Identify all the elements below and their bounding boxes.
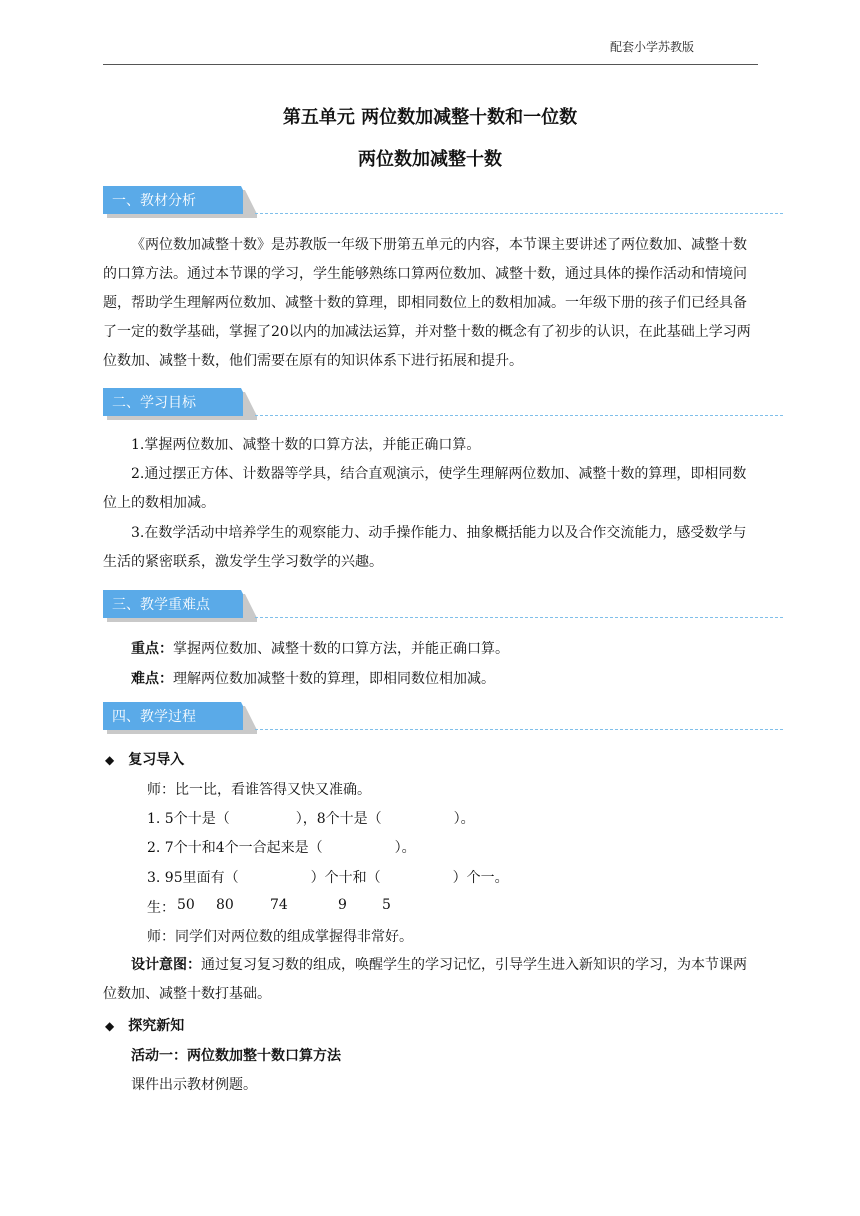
difficulty-text: 理解两位数加减整十数的算理，即相同数位相加减。: [173, 671, 495, 687]
focus-text: 掌握两位数加、减整十数的口算方法，并能正确口算。: [173, 641, 509, 657]
design-label: 设计意图：: [131, 957, 201, 973]
header-label: 配套小学苏教版: [610, 40, 695, 54]
objective-2: 2.通过摆正方体、计数器等学具，结合直观演示，使学生理解两位数加、减整十数的算理，即相同数位上的数相加减。: [103, 466, 747, 511]
section-dashed-line: [255, 617, 783, 618]
section-label: 一、教材分析: [112, 193, 196, 209]
q1-part-c: ）。: [453, 811, 475, 827]
teacher-line-1: 师：比一比，看谁答得又快又准确。: [147, 782, 371, 798]
section-header-objectives: [103, 388, 783, 422]
question-2: [147, 837, 416, 857]
difficulty-line: [131, 668, 495, 688]
answer-3: 74: [270, 897, 288, 913]
section-label: 三、教学重难点: [112, 597, 210, 613]
q1-part-a: 1. 5个十是（: [147, 811, 230, 827]
header-divider: [103, 64, 758, 65]
section-label: 二、学习目标: [112, 395, 196, 411]
teacher-line-2: 师：同学们对两位数的组成掌握得非常好。: [147, 929, 413, 945]
analysis-paragraph: 《两位数加减整十数》是苏教版一年级下册第五单元的内容，本节课主要讲述了两位数加、减整十数的口算方法。通过本节课的学习，学生能够熟练口算两位数加、减整十数，通过具体的操作活动和情境问题，帮助学生理解两位数加、减整十数的算理，即相同数位上的数相加减。一年级下册的孩子们已经具备了一定的数学基础，掌握了20以内的加减法运算，并对整十数的概念有了初步的认识，在此基础上学习两位数加、减整十数，他们需要在原有的知识体系下进行拓展和提升。: [103, 237, 751, 369]
q3-part-a: 3. 95里面有（: [147, 870, 239, 886]
answer-1: 50: [177, 897, 195, 913]
diamond-bullet-icon: ◆: [105, 1019, 115, 1033]
answer-5: 5: [382, 897, 391, 913]
q3-part-c: ）个一。: [452, 870, 509, 886]
q2-part-a: 2. 7个十和4个一合起来是（: [147, 840, 323, 856]
section-label: 四、教学过程: [112, 709, 196, 725]
explore-heading: [105, 1015, 184, 1035]
student-label: 生：: [147, 900, 175, 916]
objective-3: 3.在数学活动中培养学生的观察能力、动手操作能力、抽象概括能力以及合作交流能力，感受数学与生活的紧密联系，激发学生学习数学的兴趣。: [103, 525, 747, 570]
lesson-title: 两位数加减整十数: [358, 149, 502, 170]
focus-line: [131, 638, 509, 658]
explore-title: 探究新知: [128, 1018, 185, 1034]
q3-part-b: ）个十和（: [310, 870, 381, 886]
answer-4: 9: [338, 897, 347, 913]
q2-part-b: ）。: [394, 840, 416, 856]
section-header-analysis: [103, 186, 783, 220]
question-1: [147, 808, 475, 828]
diamond-bullet-icon: ◆: [105, 753, 115, 767]
design-text: 通过复习复习数的组成，唤醒学生的学习记忆，引导学生进入新知识的学习，为本节课两位数加、减整十数打基础。: [103, 957, 747, 1002]
section-dashed-line: [255, 213, 783, 214]
section-header-process: [103, 702, 783, 736]
question-3: [147, 867, 509, 887]
unit-title: 第五单元 两位数加减整十数和一位数: [282, 107, 578, 128]
activity-title: 活动一：两位数加整十数口算方法: [131, 1048, 341, 1064]
difficulty-label: 难点：: [131, 671, 173, 687]
focus-label: 重点：: [131, 641, 173, 657]
student-answers: [147, 897, 175, 917]
answer-2: 80: [216, 897, 234, 913]
section-header-keypoints: [103, 590, 783, 624]
objective-1: 1.掌握两位数加、减整十数的口算方法，并能正确口算。: [131, 437, 481, 453]
section-dashed-line: [255, 415, 783, 416]
activity-text: 课件出示教材例题。: [131, 1077, 257, 1093]
review-title: 复习导入: [128, 752, 185, 768]
review-heading: [105, 749, 184, 769]
section-dashed-line: [255, 729, 783, 730]
q1-part-b: ），8个十是（: [295, 811, 382, 827]
design-intent: [103, 951, 755, 1009]
